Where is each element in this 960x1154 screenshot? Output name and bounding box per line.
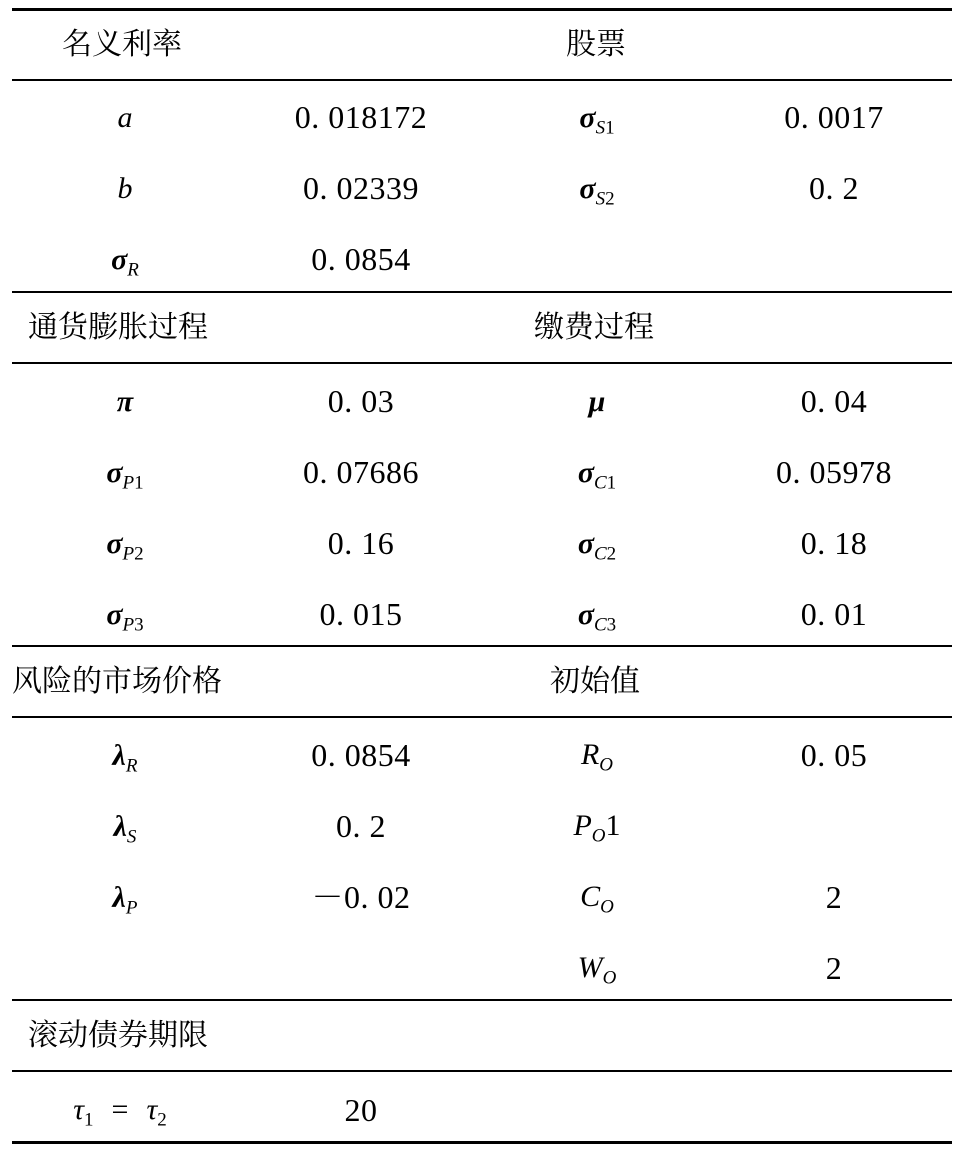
symbol-w0: $W_O$ (577, 951, 617, 989)
section-rule (12, 291, 952, 293)
symbol-p0: $P_O1$ (573, 809, 621, 847)
header-inflation: 通货膨胀过程 (28, 310, 208, 345)
value-lambda-p: －0. 02 (311, 879, 411, 915)
section-rule (12, 645, 952, 647)
value-sigma-c1: 0. 05978 (776, 454, 892, 490)
value-mu: 0. 04 (800, 383, 868, 419)
value-sigma-p2: 0. 16 (327, 525, 395, 561)
symbol-sigma-p3: $\sigma_{P3}$ (106, 598, 144, 636)
header-contribution: 缴费过程 (534, 310, 654, 345)
section-rule (12, 1070, 952, 1072)
header-stock: 股票 (566, 27, 626, 62)
symbol-mu: μ (588, 385, 606, 418)
top-rule (12, 8, 952, 11)
value-sigma-s2: 0. 2 (809, 170, 859, 206)
value-a: 0. 018172 (294, 99, 428, 135)
value-w0: 2 (825, 950, 843, 986)
symbol-sigma-c1: $\sigma_{C1}$ (577, 456, 617, 494)
value-sigma-c2: 0. 18 (800, 525, 868, 561)
section-rule (12, 362, 952, 364)
value-sigma-c3: 0. 01 (800, 596, 868, 632)
value-lambda-s: 0. 2 (336, 808, 386, 844)
value-r0: 0. 05 (800, 737, 868, 773)
symbol-sigma-p1: $\sigma_{P1}$ (106, 456, 144, 494)
value-tau: 20 (344, 1092, 378, 1128)
symbol-sigma-s1: $\sigma_{S1}$ (579, 101, 615, 139)
value-p0: 1 (605, 809, 621, 842)
symbol-sigma-p2: $\sigma_{P2}$ (106, 527, 144, 565)
symbol-lambda-r: $\lambda_R$ (112, 739, 138, 777)
symbol-r0: $R_O$ (580, 738, 614, 776)
symbol-b: b (117, 172, 133, 205)
value-sigma-r: 0. 0854 (311, 241, 411, 277)
value-pi: 0. 03 (327, 383, 395, 419)
value-sigma-s1: 0. 0017 (784, 99, 884, 135)
value-sigma-p1: 0. 07686 (303, 454, 419, 490)
header-nominal-rate: 名义利率 (62, 27, 182, 62)
value-b: 0. 02339 (303, 170, 419, 206)
symbol-lambda-s: $\lambda_S$ (113, 810, 137, 848)
header-market-price-of-risk: 风险的市场价格 (12, 664, 222, 699)
value-lambda-r: 0. 0854 (311, 737, 411, 773)
symbol-sigma-s2: $\sigma_{S2}$ (579, 172, 615, 210)
symbol-a: a (117, 101, 133, 134)
value-sigma-p3: 0. 015 (319, 596, 403, 632)
value-c0: 2 (825, 879, 843, 915)
symbol-sigma-c2: $\sigma_{C2}$ (577, 527, 617, 565)
symbol-tau-equality: $\tau_1 = \tau_2$ (73, 1093, 167, 1131)
symbol-c0: $C_O$ (580, 880, 614, 918)
header-initial-values: 初始值 (550, 664, 640, 699)
section-rule (12, 999, 952, 1001)
symbol-sigma-r: $\sigma_R$ (111, 243, 139, 281)
section-rule (12, 716, 952, 718)
section-rule (12, 79, 952, 81)
header-rolling-bond: 滚动债券期限 (28, 1018, 208, 1053)
symbol-sigma-c3: $\sigma_{C3}$ (577, 598, 617, 636)
bottom-rule (12, 1141, 952, 1144)
symbol-pi: π (116, 385, 134, 418)
symbol-lambda-p: $\lambda_P$ (112, 881, 138, 919)
